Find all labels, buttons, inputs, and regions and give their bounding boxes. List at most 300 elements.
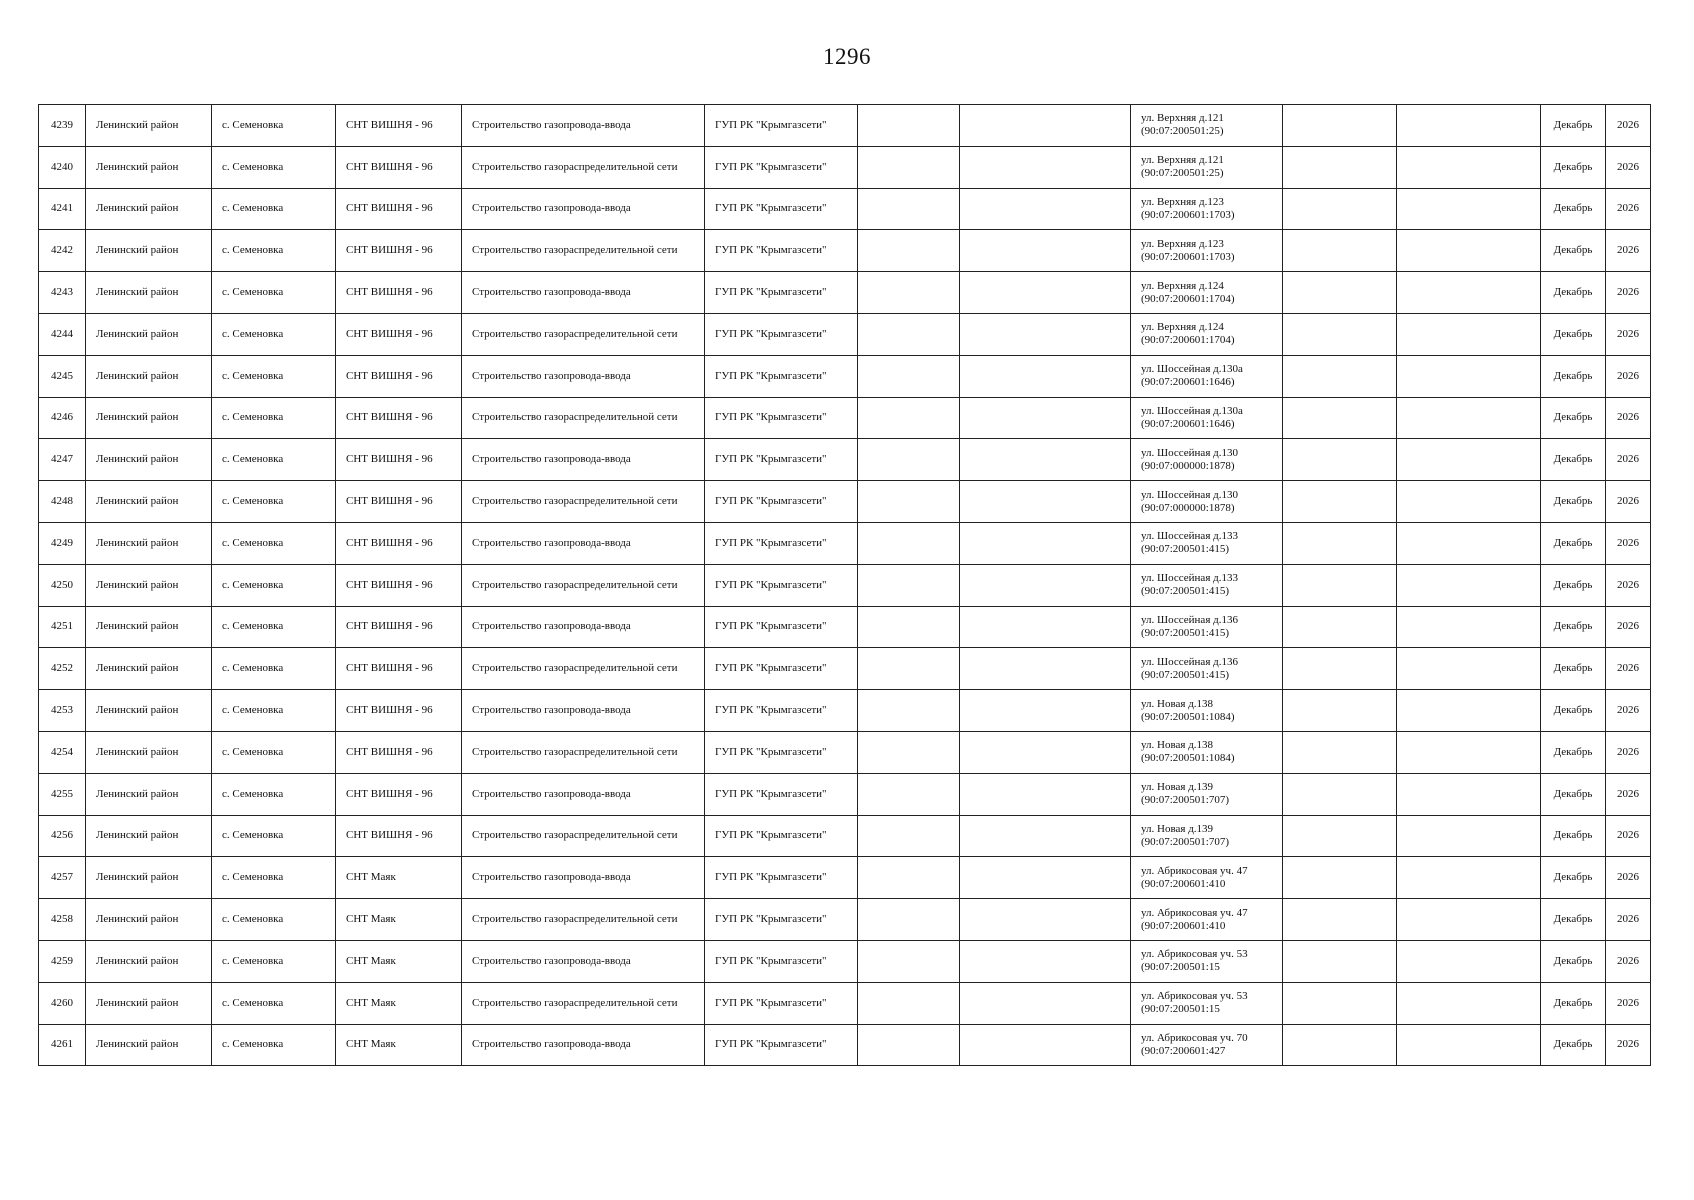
table-row xyxy=(39,188,1651,230)
year-cell: 2026 xyxy=(1606,188,1651,230)
work-type-cell: Строительство газопровода-ввода xyxy=(462,522,705,564)
organization-cell: ГУП РК "Крымгазсети" xyxy=(705,397,858,439)
work-type-cell: Строительство газораспределительной сети xyxy=(462,564,705,606)
address-cadastral-number: (90:07:200601:410 xyxy=(1141,877,1226,890)
empty-cell xyxy=(1283,815,1397,857)
empty-cell xyxy=(1283,481,1397,523)
empty-cell xyxy=(1397,439,1541,481)
address-street: ул. Шоссейная д.130 xyxy=(1141,446,1238,459)
settlement-cell: с. Семеновка xyxy=(212,773,336,815)
row-number-cell: 4247 xyxy=(39,439,86,481)
organization-cell: ГУП РК "Крымгазсети" xyxy=(705,648,858,690)
year-cell: 2026 xyxy=(1606,648,1651,690)
address-cell xyxy=(1131,522,1283,564)
table-row xyxy=(39,606,1651,648)
month-cell: Декабрь xyxy=(1541,773,1606,815)
district-cell: Ленинский район xyxy=(86,481,212,523)
empty-cell xyxy=(1397,606,1541,648)
row-number-cell: 4257 xyxy=(39,857,86,899)
row-number-cell: 4261 xyxy=(39,1024,86,1066)
month-cell: Декабрь xyxy=(1541,355,1606,397)
row-number-cell: 4248 xyxy=(39,481,86,523)
empty-cell xyxy=(1397,230,1541,272)
table-row xyxy=(39,397,1651,439)
empty-cell xyxy=(858,564,960,606)
empty-cell xyxy=(1397,857,1541,899)
address-cadastral-number: (90:07:200501:1084) xyxy=(1141,710,1235,723)
empty-cell xyxy=(960,564,1131,606)
year-cell: 2026 xyxy=(1606,690,1651,732)
month-cell: Декабрь xyxy=(1541,899,1606,941)
year-cell: 2026 xyxy=(1606,564,1651,606)
empty-cell xyxy=(1397,146,1541,188)
empty-cell xyxy=(858,899,960,941)
address-cadastral-number: (90:07:200601:1703) xyxy=(1141,208,1235,221)
year-cell: 2026 xyxy=(1606,439,1651,481)
address-cadastral-number: (90:07:200501:1084) xyxy=(1141,752,1235,765)
empty-cell xyxy=(960,522,1131,564)
address-cadastral-number: (90:07:200501:415) xyxy=(1141,543,1229,556)
address-cell xyxy=(1131,230,1283,272)
district-cell: Ленинский район xyxy=(86,982,212,1024)
work-type-cell: Строительство газораспределительной сети xyxy=(462,146,705,188)
row-number-cell: 4253 xyxy=(39,690,86,732)
empty-cell xyxy=(1283,1024,1397,1066)
empty-cell xyxy=(1397,690,1541,732)
row-number-cell: 4245 xyxy=(39,355,86,397)
work-type-cell: Строительство газопровода-ввода xyxy=(462,272,705,314)
empty-cell xyxy=(1397,1024,1541,1066)
snt-cell: СНТ ВИШНЯ - 96 xyxy=(336,481,462,523)
work-type-cell: Строительство газораспределительной сети xyxy=(462,481,705,523)
address-street: ул. Новая д.139 xyxy=(1141,822,1214,835)
address-cell xyxy=(1131,355,1283,397)
address-street: ул. Шоссейная д.130 xyxy=(1141,488,1238,501)
empty-cell xyxy=(960,146,1131,188)
table-row xyxy=(39,648,1651,690)
month-cell: Декабрь xyxy=(1541,857,1606,899)
table-row xyxy=(39,1024,1651,1066)
settlement-cell: с. Семеновка xyxy=(212,397,336,439)
snt-cell: СНТ Маяк xyxy=(336,940,462,982)
empty-cell xyxy=(960,690,1131,732)
district-cell: Ленинский район xyxy=(86,439,212,481)
row-number-cell: 4244 xyxy=(39,313,86,355)
month-cell: Декабрь xyxy=(1541,146,1606,188)
empty-cell xyxy=(858,982,960,1024)
empty-cell xyxy=(960,481,1131,523)
organization-cell: ГУП РК "Крымгазсети" xyxy=(705,355,858,397)
snt-cell: СНТ ВИШНЯ - 96 xyxy=(336,397,462,439)
empty-cell xyxy=(960,606,1131,648)
work-type-cell: Строительство газораспределительной сети xyxy=(462,731,705,773)
address-cadastral-number: (90:07:200501:15 xyxy=(1141,1003,1220,1016)
row-number-cell: 4246 xyxy=(39,397,86,439)
address-cell xyxy=(1131,146,1283,188)
empty-cell xyxy=(1397,648,1541,690)
table-row xyxy=(39,105,1651,147)
empty-cell xyxy=(1283,188,1397,230)
address-street: ул. Шоссейная д.130а xyxy=(1141,404,1243,417)
district-cell: Ленинский район xyxy=(86,397,212,439)
empty-cell xyxy=(1283,606,1397,648)
settlement-cell: с. Семеновка xyxy=(212,230,336,272)
address-cell xyxy=(1131,606,1283,648)
empty-cell xyxy=(1283,439,1397,481)
address-street: ул. Шоссейная д.133 xyxy=(1141,572,1238,585)
address-cadastral-number: (90:07:200601:1646) xyxy=(1141,376,1235,389)
month-cell: Декабрь xyxy=(1541,690,1606,732)
row-number-cell: 4260 xyxy=(39,982,86,1024)
district-cell: Ленинский район xyxy=(86,940,212,982)
row-number-cell: 4259 xyxy=(39,940,86,982)
organization-cell: ГУП РК "Крымгазсети" xyxy=(705,481,858,523)
address-cadastral-number: (90:07:000000:1878) xyxy=(1141,501,1235,514)
table-row xyxy=(39,899,1651,941)
empty-cell xyxy=(960,815,1131,857)
address-street: ул. Верхняя д.123 xyxy=(1141,237,1224,250)
empty-cell xyxy=(960,731,1131,773)
work-type-cell: Строительство газопровода-ввода xyxy=(462,105,705,147)
row-number-cell: 4256 xyxy=(39,815,86,857)
district-cell: Ленинский район xyxy=(86,731,212,773)
address-street: ул. Абрикосовая уч. 47 xyxy=(1141,864,1248,877)
organization-cell: ГУП РК "Крымгазсети" xyxy=(705,815,858,857)
address-cell xyxy=(1131,648,1283,690)
table-row xyxy=(39,940,1651,982)
row-number-cell: 4251 xyxy=(39,606,86,648)
settlement-cell: с. Семеновка xyxy=(212,188,336,230)
empty-cell xyxy=(1397,982,1541,1024)
year-cell: 2026 xyxy=(1606,773,1651,815)
month-cell: Декабрь xyxy=(1541,564,1606,606)
table-row xyxy=(39,313,1651,355)
empty-cell xyxy=(1283,899,1397,941)
empty-cell xyxy=(960,982,1131,1024)
address-street: ул. Абрикосовая уч. 53 xyxy=(1141,990,1248,1003)
organization-cell: ГУП РК "Крымгазсети" xyxy=(705,313,858,355)
empty-cell xyxy=(1397,105,1541,147)
address-street: ул. Абрикосовая уч. 53 xyxy=(1141,948,1248,961)
table-row xyxy=(39,731,1651,773)
empty-cell xyxy=(1283,397,1397,439)
address-cell xyxy=(1131,982,1283,1024)
address-cadastral-number: (90:07:200601:1703) xyxy=(1141,250,1235,263)
address-cell xyxy=(1131,105,1283,147)
snt-cell: СНТ ВИШНЯ - 96 xyxy=(336,272,462,314)
settlement-cell: с. Семеновка xyxy=(212,313,336,355)
month-cell: Декабрь xyxy=(1541,606,1606,648)
address-street: ул. Новая д.138 xyxy=(1141,739,1214,752)
address-cell xyxy=(1131,731,1283,773)
empty-cell xyxy=(1283,230,1397,272)
address-cell xyxy=(1131,481,1283,523)
snt-cell: СНТ ВИШНЯ - 96 xyxy=(336,648,462,690)
month-cell: Декабрь xyxy=(1541,1024,1606,1066)
year-cell: 2026 xyxy=(1606,522,1651,564)
work-type-cell: Строительство газораспределительной сети xyxy=(462,982,705,1024)
address-street: ул. Верхняя д.123 xyxy=(1141,195,1224,208)
address-cadastral-number: (90:07:200501:415) xyxy=(1141,668,1229,681)
settlement-cell: с. Семеновка xyxy=(212,146,336,188)
table-row xyxy=(39,146,1651,188)
empty-cell xyxy=(960,773,1131,815)
row-number-cell: 4241 xyxy=(39,188,86,230)
work-type-cell: Строительство газопровода-ввода xyxy=(462,857,705,899)
row-number-cell: 4254 xyxy=(39,731,86,773)
year-cell: 2026 xyxy=(1606,397,1651,439)
snt-cell: СНТ ВИШНЯ - 96 xyxy=(336,188,462,230)
empty-cell xyxy=(858,1024,960,1066)
address-cadastral-number: (90:07:200501:25) xyxy=(1141,125,1224,138)
work-type-cell: Строительство газопровода-ввода xyxy=(462,773,705,815)
table-row xyxy=(39,439,1651,481)
settlement-cell: с. Семеновка xyxy=(212,690,336,732)
settlement-cell: с. Семеновка xyxy=(212,355,336,397)
register-table-body xyxy=(39,105,1651,1066)
address-cell xyxy=(1131,899,1283,941)
empty-cell xyxy=(858,815,960,857)
snt-cell: СНТ ВИШНЯ - 96 xyxy=(336,731,462,773)
district-cell: Ленинский район xyxy=(86,230,212,272)
work-type-cell: Строительство газопровода-ввода xyxy=(462,355,705,397)
year-cell: 2026 xyxy=(1606,982,1651,1024)
address-cadastral-number: (90:07:200601:1704) xyxy=(1141,334,1235,347)
row-number-cell: 4258 xyxy=(39,899,86,941)
organization-cell: ГУП РК "Крымгазсети" xyxy=(705,564,858,606)
empty-cell xyxy=(858,439,960,481)
work-type-cell: Строительство газораспределительной сети xyxy=(462,313,705,355)
empty-cell xyxy=(960,648,1131,690)
organization-cell: ГУП РК "Крымгазсети" xyxy=(705,230,858,272)
address-street: ул. Шоссейная д.133 xyxy=(1141,530,1238,543)
table-row xyxy=(39,522,1651,564)
month-cell: Декабрь xyxy=(1541,940,1606,982)
settlement-cell: с. Семеновка xyxy=(212,815,336,857)
empty-cell xyxy=(858,105,960,147)
month-cell: Декабрь xyxy=(1541,230,1606,272)
organization-cell: ГУП РК "Крымгазсети" xyxy=(705,1024,858,1066)
empty-cell xyxy=(858,188,960,230)
snt-cell: СНТ ВИШНЯ - 96 xyxy=(336,690,462,732)
empty-cell xyxy=(1397,272,1541,314)
row-number-cell: 4242 xyxy=(39,230,86,272)
empty-cell xyxy=(858,522,960,564)
organization-cell: ГУП РК "Крымгазсети" xyxy=(705,439,858,481)
empty-cell xyxy=(960,899,1131,941)
address-cell xyxy=(1131,188,1283,230)
settlement-cell: с. Семеновка xyxy=(212,1024,336,1066)
year-cell: 2026 xyxy=(1606,731,1651,773)
address-street: ул. Новая д.139 xyxy=(1141,781,1214,794)
snt-cell: СНТ ВИШНЯ - 96 xyxy=(336,105,462,147)
empty-cell xyxy=(1283,773,1397,815)
empty-cell xyxy=(858,606,960,648)
month-cell: Декабрь xyxy=(1541,522,1606,564)
district-cell: Ленинский район xyxy=(86,105,212,147)
address-cell xyxy=(1131,940,1283,982)
empty-cell xyxy=(858,731,960,773)
empty-cell xyxy=(960,188,1131,230)
work-type-cell: Строительство газораспределительной сети xyxy=(462,230,705,272)
district-cell: Ленинский район xyxy=(86,355,212,397)
work-type-cell: Строительство газораспределительной сети xyxy=(462,648,705,690)
organization-cell: ГУП РК "Крымгазсети" xyxy=(705,272,858,314)
address-cell xyxy=(1131,815,1283,857)
month-cell: Декабрь xyxy=(1541,188,1606,230)
address-cadastral-number: (90:07:200601:1646) xyxy=(1141,417,1235,430)
organization-cell: ГУП РК "Крымгазсети" xyxy=(705,982,858,1024)
empty-cell xyxy=(960,230,1131,272)
empty-cell xyxy=(1283,313,1397,355)
work-type-cell: Строительство газопровода-ввода xyxy=(462,1024,705,1066)
settlement-cell: с. Семеновка xyxy=(212,481,336,523)
settlement-cell: с. Семеновка xyxy=(212,940,336,982)
settlement-cell: с. Семеновка xyxy=(212,439,336,481)
empty-cell xyxy=(858,648,960,690)
page-number: 1296 xyxy=(823,44,871,69)
year-cell: 2026 xyxy=(1606,272,1651,314)
empty-cell xyxy=(960,272,1131,314)
address-cell xyxy=(1131,439,1283,481)
empty-cell xyxy=(1283,857,1397,899)
district-cell: Ленинский район xyxy=(86,1024,212,1066)
work-type-cell: Строительство газопровода-ввода xyxy=(462,690,705,732)
address-cadastral-number: (90:07:200501:707) xyxy=(1141,794,1229,807)
row-number-cell: 4239 xyxy=(39,105,86,147)
address-street: ул. Верхняя д.121 xyxy=(1141,112,1224,125)
organization-cell: ГУП РК "Крымгазсети" xyxy=(705,105,858,147)
work-type-cell: Строительство газопровода-ввода xyxy=(462,439,705,481)
empty-cell xyxy=(858,230,960,272)
organization-cell: ГУП РК "Крымгазсети" xyxy=(705,690,858,732)
district-cell: Ленинский район xyxy=(86,522,212,564)
empty-cell xyxy=(1397,313,1541,355)
empty-cell xyxy=(1397,522,1541,564)
month-cell: Декабрь xyxy=(1541,648,1606,690)
address-cadastral-number: (90:07:200501:415) xyxy=(1141,626,1229,639)
empty-cell xyxy=(1397,899,1541,941)
district-cell: Ленинский район xyxy=(86,564,212,606)
row-number-cell: 4255 xyxy=(39,773,86,815)
snt-cell: СНТ Маяк xyxy=(336,1024,462,1066)
district-cell: Ленинский район xyxy=(86,690,212,732)
year-cell: 2026 xyxy=(1606,481,1651,523)
snt-cell: СНТ ВИШНЯ - 96 xyxy=(336,815,462,857)
month-cell: Декабрь xyxy=(1541,397,1606,439)
empty-cell xyxy=(1283,105,1397,147)
table-row xyxy=(39,773,1651,815)
empty-cell xyxy=(1283,146,1397,188)
empty-cell xyxy=(960,940,1131,982)
address-cadastral-number: (90:07:000000:1878) xyxy=(1141,459,1235,472)
empty-cell xyxy=(1397,731,1541,773)
empty-cell xyxy=(1397,355,1541,397)
empty-cell xyxy=(858,146,960,188)
table-row xyxy=(39,982,1651,1024)
work-type-cell: Строительство газораспределительной сети xyxy=(462,397,705,439)
empty-cell xyxy=(858,481,960,523)
year-cell: 2026 xyxy=(1606,940,1651,982)
month-cell: Декабрь xyxy=(1541,815,1606,857)
address-cell xyxy=(1131,773,1283,815)
empty-cell xyxy=(858,272,960,314)
month-cell: Декабрь xyxy=(1541,731,1606,773)
address-cell xyxy=(1131,857,1283,899)
address-cadastral-number: (90:07:200501:25) xyxy=(1141,167,1224,180)
address-street: ул. Верхняя д.124 xyxy=(1141,279,1224,292)
organization-cell: ГУП РК "Крымгазсети" xyxy=(705,773,858,815)
empty-cell xyxy=(858,773,960,815)
row-number-cell: 4250 xyxy=(39,564,86,606)
organization-cell: ГУП РК "Крымгазсети" xyxy=(705,522,858,564)
district-cell: Ленинский район xyxy=(86,773,212,815)
settlement-cell: с. Семеновка xyxy=(212,857,336,899)
month-cell: Декабрь xyxy=(1541,272,1606,314)
month-cell: Декабрь xyxy=(1541,105,1606,147)
row-number-cell: 4240 xyxy=(39,146,86,188)
district-cell: Ленинский район xyxy=(86,606,212,648)
address-cadastral-number: (90:07:200601:427 xyxy=(1141,1044,1226,1057)
row-number-cell: 4252 xyxy=(39,648,86,690)
address-street: ул. Новая д.138 xyxy=(1141,697,1214,710)
empty-cell xyxy=(1283,731,1397,773)
district-cell: Ленинский район xyxy=(86,313,212,355)
address-cadastral-number: (90:07:200501:415) xyxy=(1141,585,1229,598)
address-cadastral-number: (90:07:200501:707) xyxy=(1141,835,1229,848)
address-street: ул. Верхняя д.121 xyxy=(1141,154,1224,167)
snt-cell: СНТ ВИШНЯ - 96 xyxy=(336,146,462,188)
empty-cell xyxy=(1397,397,1541,439)
empty-cell xyxy=(1283,690,1397,732)
empty-cell xyxy=(960,313,1131,355)
work-type-cell: Строительство газораспределительной сети xyxy=(462,899,705,941)
empty-cell xyxy=(1397,564,1541,606)
empty-cell xyxy=(1397,815,1541,857)
empty-cell xyxy=(858,690,960,732)
row-number-cell: 4249 xyxy=(39,522,86,564)
address-street: ул. Верхняя д.124 xyxy=(1141,321,1224,334)
organization-cell: ГУП РК "Крымгазсети" xyxy=(705,731,858,773)
address-street: ул. Абрикосовая уч. 47 xyxy=(1141,906,1248,919)
address-cell xyxy=(1131,690,1283,732)
empty-cell xyxy=(858,940,960,982)
empty-cell xyxy=(1283,564,1397,606)
empty-cell xyxy=(1397,940,1541,982)
year-cell: 2026 xyxy=(1606,1024,1651,1066)
table-row xyxy=(39,815,1651,857)
year-cell: 2026 xyxy=(1606,230,1651,272)
register-table xyxy=(38,104,1651,1066)
settlement-cell: с. Семеновка xyxy=(212,982,336,1024)
empty-cell xyxy=(1397,188,1541,230)
year-cell: 2026 xyxy=(1606,606,1651,648)
empty-cell xyxy=(1283,648,1397,690)
address-street: ул. Шоссейная д.130а xyxy=(1141,363,1243,376)
organization-cell: ГУП РК "Крымгазсети" xyxy=(705,188,858,230)
empty-cell xyxy=(858,397,960,439)
empty-cell xyxy=(960,397,1131,439)
settlement-cell: с. Семеновка xyxy=(212,272,336,314)
empty-cell xyxy=(1283,355,1397,397)
empty-cell xyxy=(1283,940,1397,982)
year-cell: 2026 xyxy=(1606,105,1651,147)
organization-cell: ГУП РК "Крымгазсети" xyxy=(705,606,858,648)
snt-cell: СНТ Маяк xyxy=(336,899,462,941)
snt-cell: СНТ ВИШНЯ - 96 xyxy=(336,564,462,606)
work-type-cell: Строительство газопровода-ввода xyxy=(462,940,705,982)
district-cell: Ленинский район xyxy=(86,146,212,188)
